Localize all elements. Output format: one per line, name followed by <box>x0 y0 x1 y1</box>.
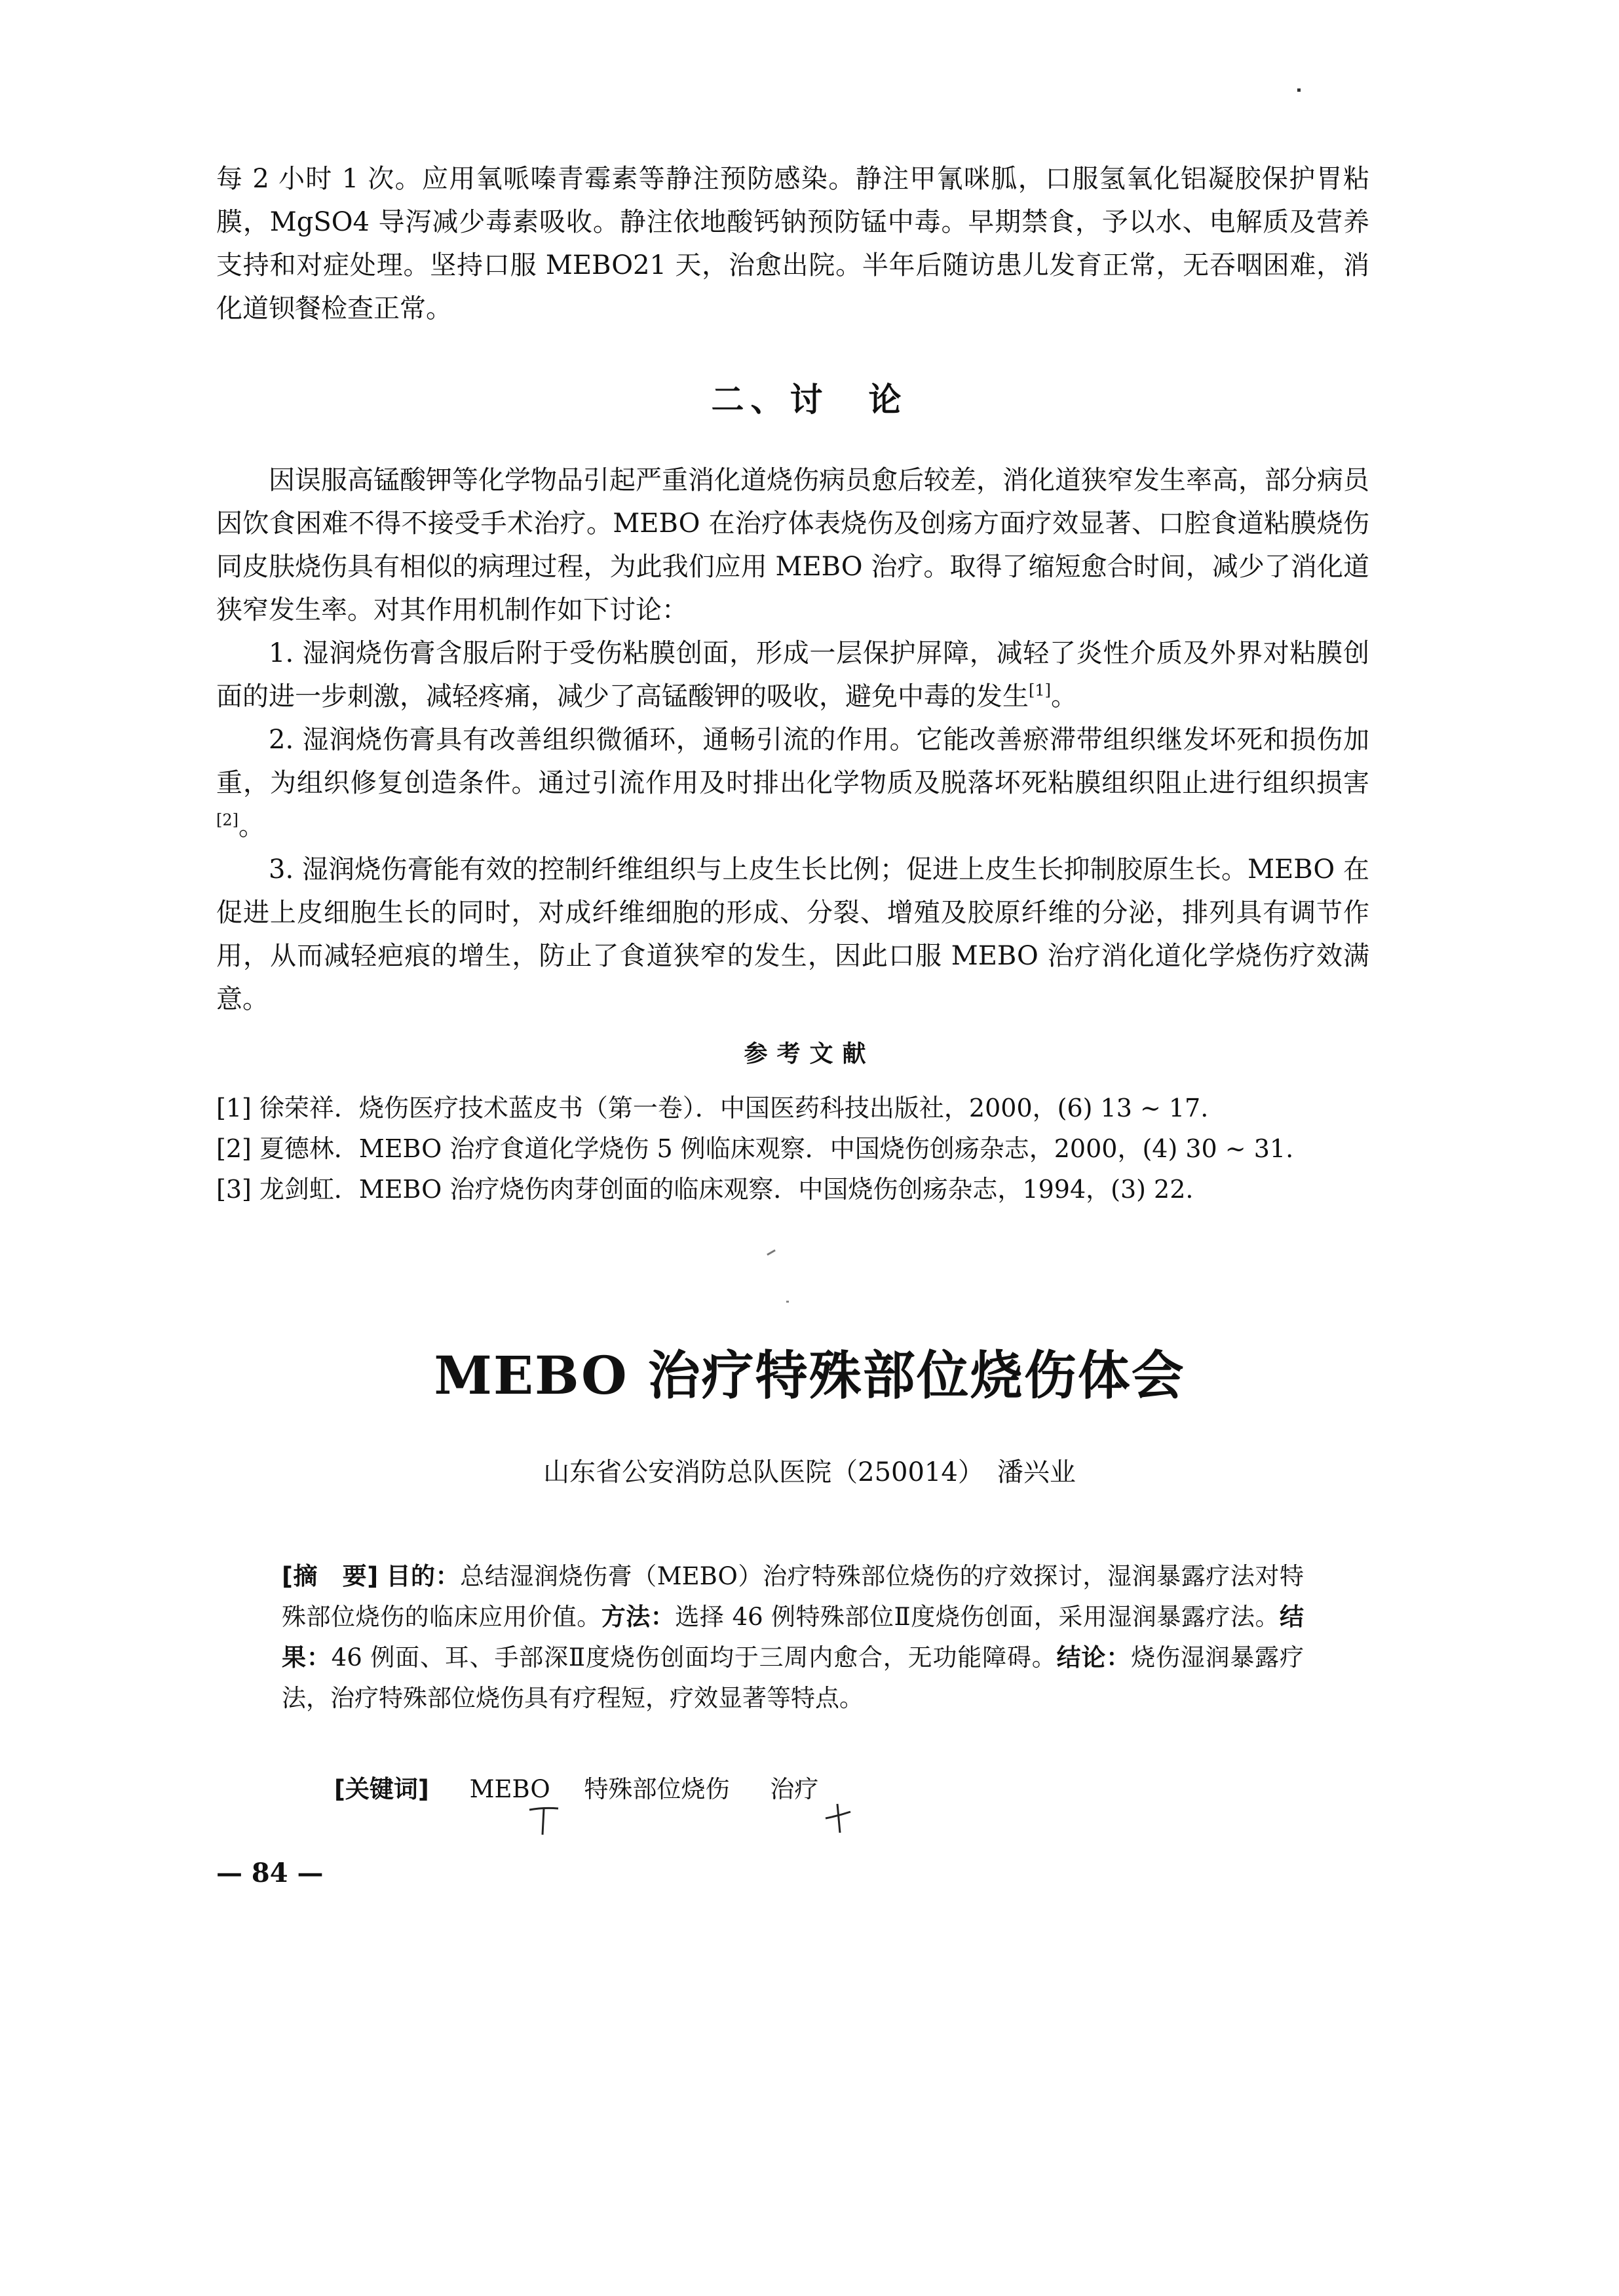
scan-speck <box>767 1250 776 1256</box>
abstract-label: [摘 要] <box>282 1562 379 1590</box>
keywords-line <box>334 1769 818 1805</box>
scan-speck <box>786 1301 789 1303</box>
keyword: 治疗 <box>770 1775 819 1803</box>
conclusion-label: 结论： <box>1056 1643 1132 1672</box>
reference-item: [2] 夏德林．MEBO 治疗食道化学烧伤 5 例临床观察．中国烧伤创疡杂志，2000，(4) 30 ~ 31. <box>216 1134 1294 1163</box>
abstract <box>282 1556 1304 1719</box>
result-label: 结果： <box>282 1603 1304 1672</box>
method-label: 方法： <box>601 1603 676 1631</box>
point-1-text: 1. 湿润烧伤膏含服后附于受伤粘膜创面，形成一层保护屏障，减轻了炎性介质及外界对粘膜创面的进一步刺激，减轻疼痛，减少了高锰酸钾的吸收，避免中毒的发生 <box>216 638 1369 712</box>
conclusion-text: 烧伤湿润暴露疗法，治疗特殊部位烧伤具有疗程短，疗效显著等特点。 <box>282 1643 1305 1712</box>
point-1-end: 。 <box>1051 681 1077 712</box>
keywords-label: [关键词] <box>334 1775 429 1803</box>
reference-item: [3] 龙剑虹．MEBO 治疗烧伤肉芽创面的临床观察．中国烧伤创疡杂志，1994，(3) 22. <box>216 1175 1194 1204</box>
citation-2: [2] <box>216 811 238 830</box>
discussion-point-1 <box>216 632 1369 718</box>
page-number: — 84 — <box>216 1858 324 1888</box>
method-text: 选择 46 例特殊部位Ⅱ度烧伤创面，采用湿润暴露疗法。 <box>675 1603 1280 1631</box>
intro-paragraph-text: 每 2 小时 1 次。应用氧哌嗪青霉素等静注预防感染。静注甲氰咪胍，口服氢氧化铝凝胶保护胃粘膜，MgSO4 导泻减少毒素吸收。静注依地酸钙钠预防锰中毒。早期禁食，予以水、电解质及营养支持和对症处理。坚持口服 MEBO21 天，治愈出院。半年后随访患儿发育正常，无吞咽困难，消化道钡餐检查正常。 <box>216 164 1369 324</box>
reference-item: [1] 徐荣祥．烧伤医疗技术蓝皮书（第一卷）．中国医药科技出版社，2000，(6) 13 ~ 17. <box>216 1094 1209 1122</box>
point-2-end: 。 <box>238 811 265 841</box>
intro-paragraph <box>216 157 1369 330</box>
discussion-point-3: 3. 湿润烧伤膏能有效的控制纤维组织与上皮生长比例；促进上皮生长抑制胶原生长。MEBO 在促进上皮细胞生长的同时，对成纤维细胞的形成、分裂、增殖及胶原纤维的分泌，排列具有调节作用，从而减轻疤痕的增生，防止了食道狭窄的发生，因此口服 MEBO 治疗消化道化学烧伤疗效满意。 <box>216 854 1369 1014</box>
discussion-heading: 二、讨 论 <box>711 381 908 419</box>
keyword: MEBO <box>469 1775 550 1803</box>
objective-label: 目的： <box>386 1562 461 1590</box>
discussion-intro: 因误服高锰酸钾等化学物品引起严重消化道烧伤病员愈后较差，消化道狭窄发生率高，部分病员因饮食困难不得不接受手术治疗。MEBO 在治疗体表烧伤及创疡方面疗效显著、口腔食道粘膜烧伤同皮肤烧伤具有相似的病理过程，为此我们应用 MEBO 治疗。取得了缩短愈合时间，减少了消化道狭窄发生率。对其作用机制作如下讨论： <box>216 465 1369 625</box>
article-title: MEBO 治疗特殊部位烧伤体会 <box>434 1345 1185 1406</box>
citation-1: [1] <box>1029 681 1051 700</box>
discussion-body <box>216 459 1369 1021</box>
objective-text: 总结湿润烧伤膏（MEBO）治疗特殊部位烧伤的疗效探讨，湿润暴露疗法对特殊部位烧伤的临床应用价值。 <box>282 1562 1304 1631</box>
keyword: 特殊部位烧伤 <box>584 1775 730 1803</box>
reference-list <box>216 1088 1369 1210</box>
result-text: 46 例面、耳、手部深Ⅱ度烧伤创面均于三周内愈合，无功能障碍。 <box>331 1643 1057 1672</box>
handwritten-tick <box>524 1802 563 1841</box>
references-heading: 参考文献 <box>744 1041 875 1067</box>
discussion-point-2 <box>216 718 1369 848</box>
handwritten-tick <box>819 1799 858 1838</box>
scan-speck <box>1297 88 1301 92</box>
author-affiliation: 山东省公安消防总队医院（250014） 潘兴业 <box>543 1457 1076 1487</box>
point-2-text: 2. 湿润烧伤膏具有改善组织微循环，通畅引流的作用。它能改善瘀滞带组织继发坏死和损伤加重，为组织修复创造条件。通过引流作用及时排出化学物质及脱落坏死粘膜组织阻止进行组织损害 <box>216 725 1369 798</box>
